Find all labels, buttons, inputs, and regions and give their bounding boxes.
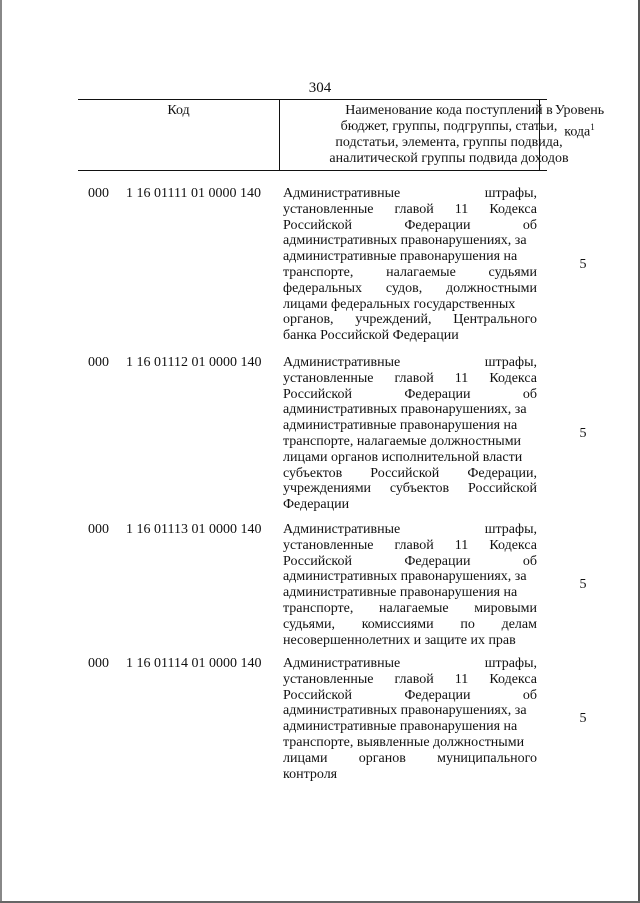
description-word: судов, [385, 280, 423, 296]
description-line [283, 218, 537, 234]
description-word: судьями [488, 264, 537, 280]
description-word: установленные [283, 201, 374, 217]
description-word: субъектов [283, 465, 343, 481]
description-word: административных правонарушениях, за [283, 233, 527, 249]
description-line [283, 355, 537, 371]
description-line [283, 719, 537, 735]
scan-edge-left [0, 0, 2, 903]
description-word: Кодекса [489, 671, 537, 687]
description-word: штрафы, [484, 522, 537, 537]
description-word: Российской [283, 687, 352, 703]
description-word: транспорте, [283, 264, 354, 280]
description-word: Административные [283, 355, 401, 370]
description-word: Административные [283, 656, 401, 671]
income-description [283, 186, 537, 344]
code-level: 5 [579, 426, 587, 441]
description-line [283, 538, 537, 554]
header-col-code [78, 100, 280, 170]
description-word: об [522, 687, 537, 703]
description-word: Административные [283, 522, 401, 537]
description-line [283, 387, 537, 403]
description-line [283, 249, 537, 265]
code-level: 5 [579, 257, 587, 272]
description-line [283, 312, 537, 328]
description-word: по [460, 616, 475, 632]
description-word: судьями, [283, 616, 335, 632]
description-word: административные правонарушения на [283, 418, 518, 434]
description-word: Федерации [283, 497, 350, 513]
description-word: главой [394, 671, 434, 687]
description-line [283, 617, 537, 633]
description-word: транспорте, налагаемые должностными [283, 433, 522, 449]
description-line [283, 186, 537, 202]
description-word: транспорте, выявленные должностными [283, 734, 525, 750]
income-description [283, 522, 537, 648]
description-word: Административные [283, 186, 401, 201]
description-word: Кодекса [489, 537, 537, 553]
page-number: 304 [308, 80, 332, 96]
description-line [283, 554, 537, 570]
table-header [78, 99, 605, 171]
description-word: административных правонарушениях, за [283, 402, 527, 418]
description-word: штрафы, [484, 186, 537, 201]
description-line [283, 585, 537, 601]
description-word: лицами федеральных государственных [283, 296, 516, 312]
description-line [283, 233, 537, 249]
description-word: установленные [283, 370, 374, 386]
description-word: Кодекса [489, 370, 537, 386]
description-word: административные правонарушения на [283, 249, 518, 265]
income-code: 1 16 01114 01 0000 140 [126, 656, 262, 671]
description-word: комиссиями [361, 616, 434, 632]
description-word: Центрального [453, 312, 537, 328]
description-word: делам [501, 616, 537, 632]
admin-code: 000 [88, 355, 109, 370]
header-code-label: Код [167, 103, 190, 118]
header-level-line2: кода$^1$ [564, 122, 595, 140]
admin-code: 000 [88, 186, 109, 201]
description-word: Российской [468, 481, 537, 497]
description-line [283, 450, 537, 466]
description-line [283, 767, 537, 783]
description-word: органов, [283, 312, 334, 328]
description-word: федеральных [283, 280, 363, 296]
code-level: 5 [579, 711, 587, 727]
description-line [283, 481, 537, 497]
description-line [283, 297, 537, 313]
description-word: субъектов [389, 481, 450, 497]
description-line [283, 735, 537, 751]
description-word: 11 [454, 537, 469, 553]
income-description [283, 355, 537, 513]
description-word: муниципального [437, 750, 537, 766]
description-line [283, 328, 537, 344]
description-word: Российской [283, 386, 352, 402]
description-line [283, 569, 537, 585]
description-line [283, 281, 537, 297]
description-line [283, 703, 537, 719]
description-line [283, 656, 537, 672]
header-level-footnote: 1 [590, 122, 595, 132]
description-word: главой [394, 201, 434, 217]
description-word: транспорте, [283, 600, 354, 616]
income-code: 1 16 01113 01 0000 140 [126, 522, 262, 537]
description-word: лицами органов исполнительной власти [283, 449, 523, 465]
description-word: несовершеннолетних и защите их прав [283, 632, 516, 648]
description-line [283, 751, 537, 767]
description-word: административных правонарушениях, за [283, 569, 527, 585]
description-word: Федерации [404, 687, 471, 703]
description-word: Российской [283, 217, 352, 233]
description-word: штрафы, [484, 355, 537, 370]
description-word: Кодекса [489, 201, 537, 217]
header-name-line: подстатьи, элемента, группы подвида, [335, 135, 563, 150]
description-word: Российской [283, 553, 352, 569]
description-word: административные правонарушения на [283, 585, 518, 601]
description-word: главой [394, 537, 434, 553]
admin-code: 000 [88, 522, 109, 537]
description-word: главой [394, 370, 434, 386]
description-word: административных правонарушениях, за [283, 703, 527, 719]
description-line [283, 633, 537, 649]
description-word: налагаемые [378, 600, 449, 616]
description-word: об [522, 553, 537, 569]
description-line [283, 497, 537, 513]
description-line [283, 522, 537, 538]
admin-code: 000 [88, 656, 109, 671]
description-line [283, 601, 537, 617]
description-word: 11 [454, 671, 469, 687]
code-level: 5 [579, 577, 587, 593]
description-word: штрафы, [484, 656, 537, 671]
header-name-line: бюджет, группы, подгруппы, статьи, [340, 119, 558, 134]
description-word: мировыми [474, 600, 537, 616]
description-word: учреждений, [355, 312, 432, 328]
description-word: Федерации [404, 386, 471, 402]
income-code: 1 16 01112 01 0000 140 [126, 355, 262, 370]
description-word: должностными [445, 280, 537, 296]
description-line [283, 418, 537, 434]
description-word: об [522, 217, 537, 233]
description-word: учреждениями [283, 481, 372, 497]
description-word: Федерации [404, 217, 471, 233]
header-level-line1: Уровень [554, 103, 605, 118]
description-word: налагаемые [386, 264, 456, 280]
description-word: лицами [283, 750, 328, 766]
description-word: установленные [283, 671, 374, 687]
description-line [283, 202, 537, 218]
description-line [283, 265, 537, 281]
description-line [283, 672, 537, 688]
description-line [283, 434, 537, 450]
description-word: 11 [454, 201, 469, 217]
header-col-level [539, 100, 619, 170]
description-word: административные правонарушения на [283, 719, 518, 735]
description-word: Федерации, [467, 465, 537, 481]
description-line [283, 466, 537, 482]
description-word: об [522, 386, 537, 402]
description-line [283, 402, 537, 418]
description-word: органов [358, 750, 406, 766]
description-line [283, 371, 537, 387]
description-word: 11 [454, 370, 469, 386]
header-name-line: аналитической группы подвида доходов [329, 151, 569, 166]
description-word: Российской [370, 465, 440, 481]
description-word: контроля [283, 766, 338, 782]
income-description [283, 656, 537, 782]
description-word: установленные [283, 537, 374, 553]
description-word: банка Российской Федерации [283, 328, 459, 344]
header-name-line: Наименование кода поступлений в [345, 103, 553, 118]
description-word: Федерации [404, 553, 471, 569]
description-line [283, 688, 537, 704]
income-code: 1 16 01111 01 0000 140 [126, 186, 261, 201]
